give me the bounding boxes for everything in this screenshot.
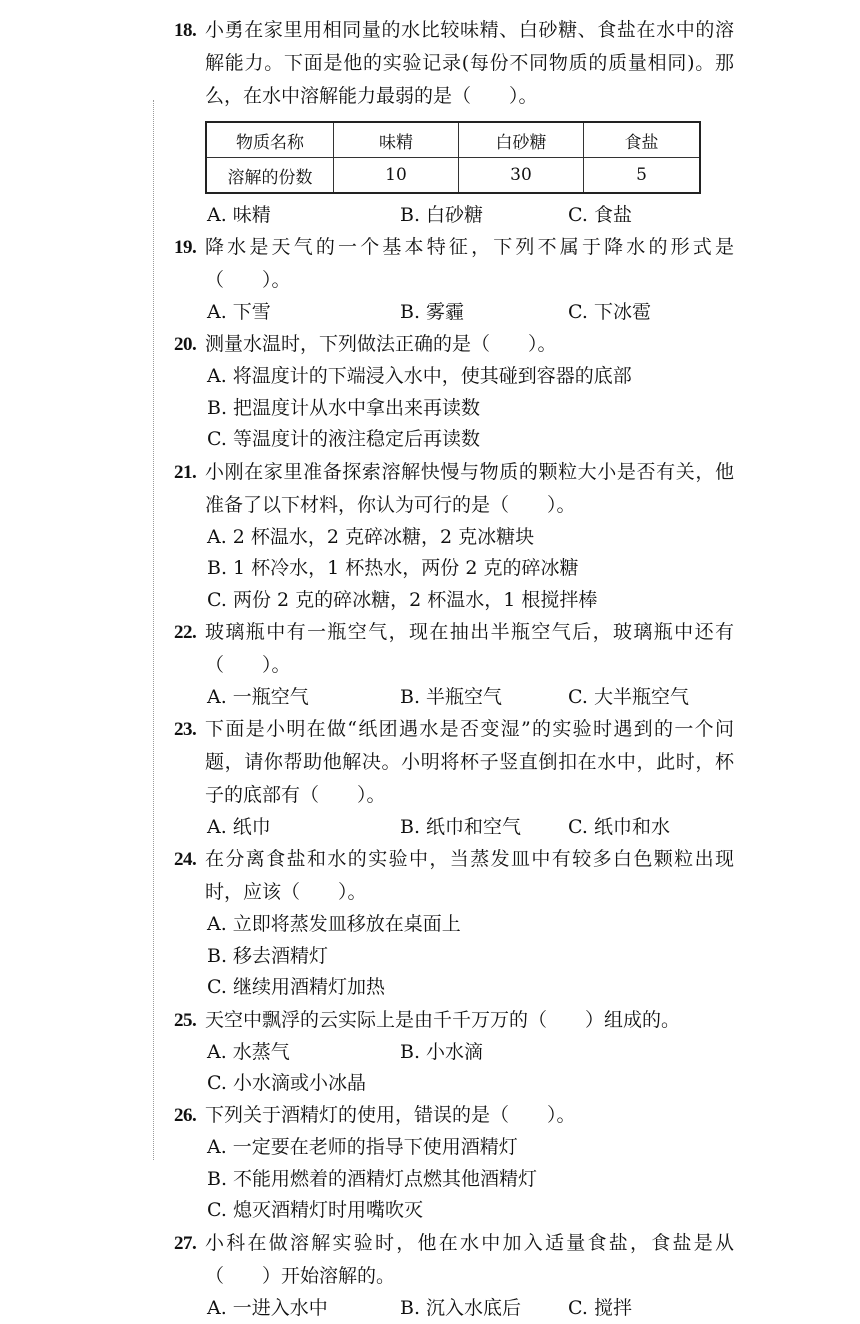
answer-options [174, 297, 734, 328]
option-b: B. 雾霾 [400, 301, 465, 323]
experiment-record-table [205, 121, 701, 194]
option-c: C. 熄灭酒精灯时用嘴吹灭 [207, 1199, 423, 1221]
question-26 [174, 1099, 734, 1227]
option-b: B. 移去酒精灯 [207, 944, 329, 967]
option-c: C. 下冰雹 [568, 301, 651, 323]
option-a: A. 下雪 [207, 301, 271, 323]
question-number: 22. [174, 622, 197, 643]
question-text: 测量水温时，下列做法正确的是（ ）。 [205, 333, 557, 355]
table-cell: 食盐 [584, 122, 701, 158]
option-b: B. 纸巾和空气 [400, 816, 522, 838]
table-cell: 30 [459, 158, 584, 194]
answer-options [174, 522, 734, 617]
option-c: C. 纸巾和水 [568, 816, 670, 838]
option-c: C. 小水滴或小冰晶 [207, 1071, 366, 1094]
question-22 [174, 616, 734, 713]
table-cell: 10 [334, 158, 459, 194]
option-a: A. 2 杯温水，2 克碎冰糖，2 克冰糖块 [207, 525, 535, 548]
question-number: 25. [174, 1009, 197, 1031]
question-stem [174, 14, 734, 113]
question-text: 小勇在家里用相同量的水比较味精、白砂糖、食盐在水中的溶解能力。下面是他的实验记录(每份不同物质的质量相同)。那么，在水中溶解能力最弱的是（ ）。 [205, 19, 734, 107]
question-text: 下列关于酒精灯的使用，错误的是（ ）。 [205, 1104, 576, 1126]
answer-options [174, 1132, 734, 1227]
option-a: A. 一定要在老师的指导下使用酒精灯 [207, 1136, 518, 1158]
question-number: 20. [174, 334, 197, 355]
option-a: A. 味精 [207, 204, 271, 226]
answer-options [174, 361, 734, 456]
question-25 [174, 1004, 734, 1100]
question-18 [174, 14, 734, 231]
question-21 [174, 456, 734, 617]
question-stem [174, 231, 734, 297]
answer-options [174, 812, 734, 843]
question-20 [174, 328, 734, 456]
answer-options [174, 200, 734, 231]
option-a: A. 一进入水中 [207, 1296, 328, 1319]
question-number: 23. [174, 719, 197, 740]
question-24 [174, 843, 734, 1004]
option-b: B. 沉入水底后 [400, 1296, 522, 1319]
question-text: 降水是天气的一个基本特征，下列不属于降水的形式是（ ）。 [205, 236, 734, 291]
question-number: 26. [174, 1105, 197, 1126]
binding-margin-line [153, 100, 154, 1160]
option-c: C. 食盐 [568, 204, 632, 226]
question-stem [174, 456, 734, 522]
question-23 [174, 713, 734, 843]
answer-options [174, 1293, 734, 1324]
question-number: 19. [174, 237, 197, 258]
option-b: B. 半瓶空气 [400, 686, 503, 708]
question-27 [174, 1227, 734, 1324]
question-text: 天空中飘浮的云实际上是由千千万万的（ ）组成的。 [205, 1008, 681, 1031]
option-c: C. 搅拌 [568, 1296, 632, 1319]
option-c: C. 大半瓶空气 [568, 686, 689, 708]
question-number: 21. [174, 461, 197, 483]
question-stem [174, 616, 734, 682]
table-header-row [206, 122, 700, 158]
answer-options [174, 909, 734, 1004]
option-c: C. 两份 2 克的碎冰糖，2 杯温水，1 根搅拌棒 [207, 588, 598, 611]
question-stem [174, 328, 734, 361]
option-b: B. 把温度计从水中拿出来再读数 [207, 396, 481, 419]
option-c: C. 等温度计的液注稳定后再读数 [207, 428, 480, 450]
table-cell: 味精 [334, 122, 459, 158]
question-stem [174, 713, 734, 812]
question-number: 18. [174, 20, 197, 41]
option-a: A. 一瓶空气 [207, 686, 309, 708]
answer-options-continued [174, 1068, 734, 1100]
question-stem [174, 843, 734, 909]
question-text: 下面是小明在做“纸团遇水是否变湿”的实验时遇到的一个问题，请你帮助他解决。小明将杯子竖直倒扣在水中，此时，杯子的底部有（ ）。 [205, 718, 734, 806]
question-stem [174, 1227, 734, 1293]
option-b: B. 小水滴 [400, 1040, 484, 1063]
answer-options [174, 682, 734, 713]
option-a: A. 纸巾 [207, 816, 271, 838]
answer-options [174, 1037, 734, 1068]
question-text: 在分离食盐和水的实验中，当蒸发皿中有较多白色颗粒出现时，应该（ ）。 [205, 848, 734, 903]
option-a: A. 将温度计的下端浸入水中，使其碰到容器的底部 [207, 365, 632, 387]
question-number: 27. [174, 1232, 197, 1254]
question-text: 玻璃瓶中有一瓶空气，现在抽出半瓶空气后，玻璃瓶中还有（ ）。 [205, 621, 734, 676]
question-stem [174, 1099, 734, 1132]
question-text: 小刚在家里准备探索溶解快慢与物质的颗粒大小是否有关，他准备了以下材料，你认为可行的是（ ）。 [205, 460, 734, 516]
question-stem [174, 1004, 734, 1037]
table-cell: 溶解的份数 [206, 158, 334, 194]
table-cell: 5 [584, 158, 701, 194]
question-list [174, 14, 734, 1324]
option-c: C. 继续用酒精灯加热 [207, 976, 385, 998]
option-b: B. 白砂糖 [400, 204, 484, 226]
option-a: A. 水蒸气 [207, 1040, 290, 1063]
table-cell: 物质名称 [206, 122, 334, 158]
question-number: 24. [174, 849, 197, 870]
question-text: 小科在做溶解实验时，他在水中加入适量食盐，食盐是从（ ）开始溶解的。 [205, 1231, 734, 1287]
option-a: A. 立即将蒸发皿移放在桌面上 [207, 913, 461, 935]
table-row [206, 158, 700, 194]
table-cell: 白砂糖 [459, 122, 584, 158]
option-b: B. 不能用燃着的酒精灯点燃其他酒精灯 [207, 1167, 538, 1190]
option-b: B. 1 杯冷水，1 杯热水，两份 2 克的碎冰糖 [207, 557, 579, 579]
question-19 [174, 231, 734, 328]
